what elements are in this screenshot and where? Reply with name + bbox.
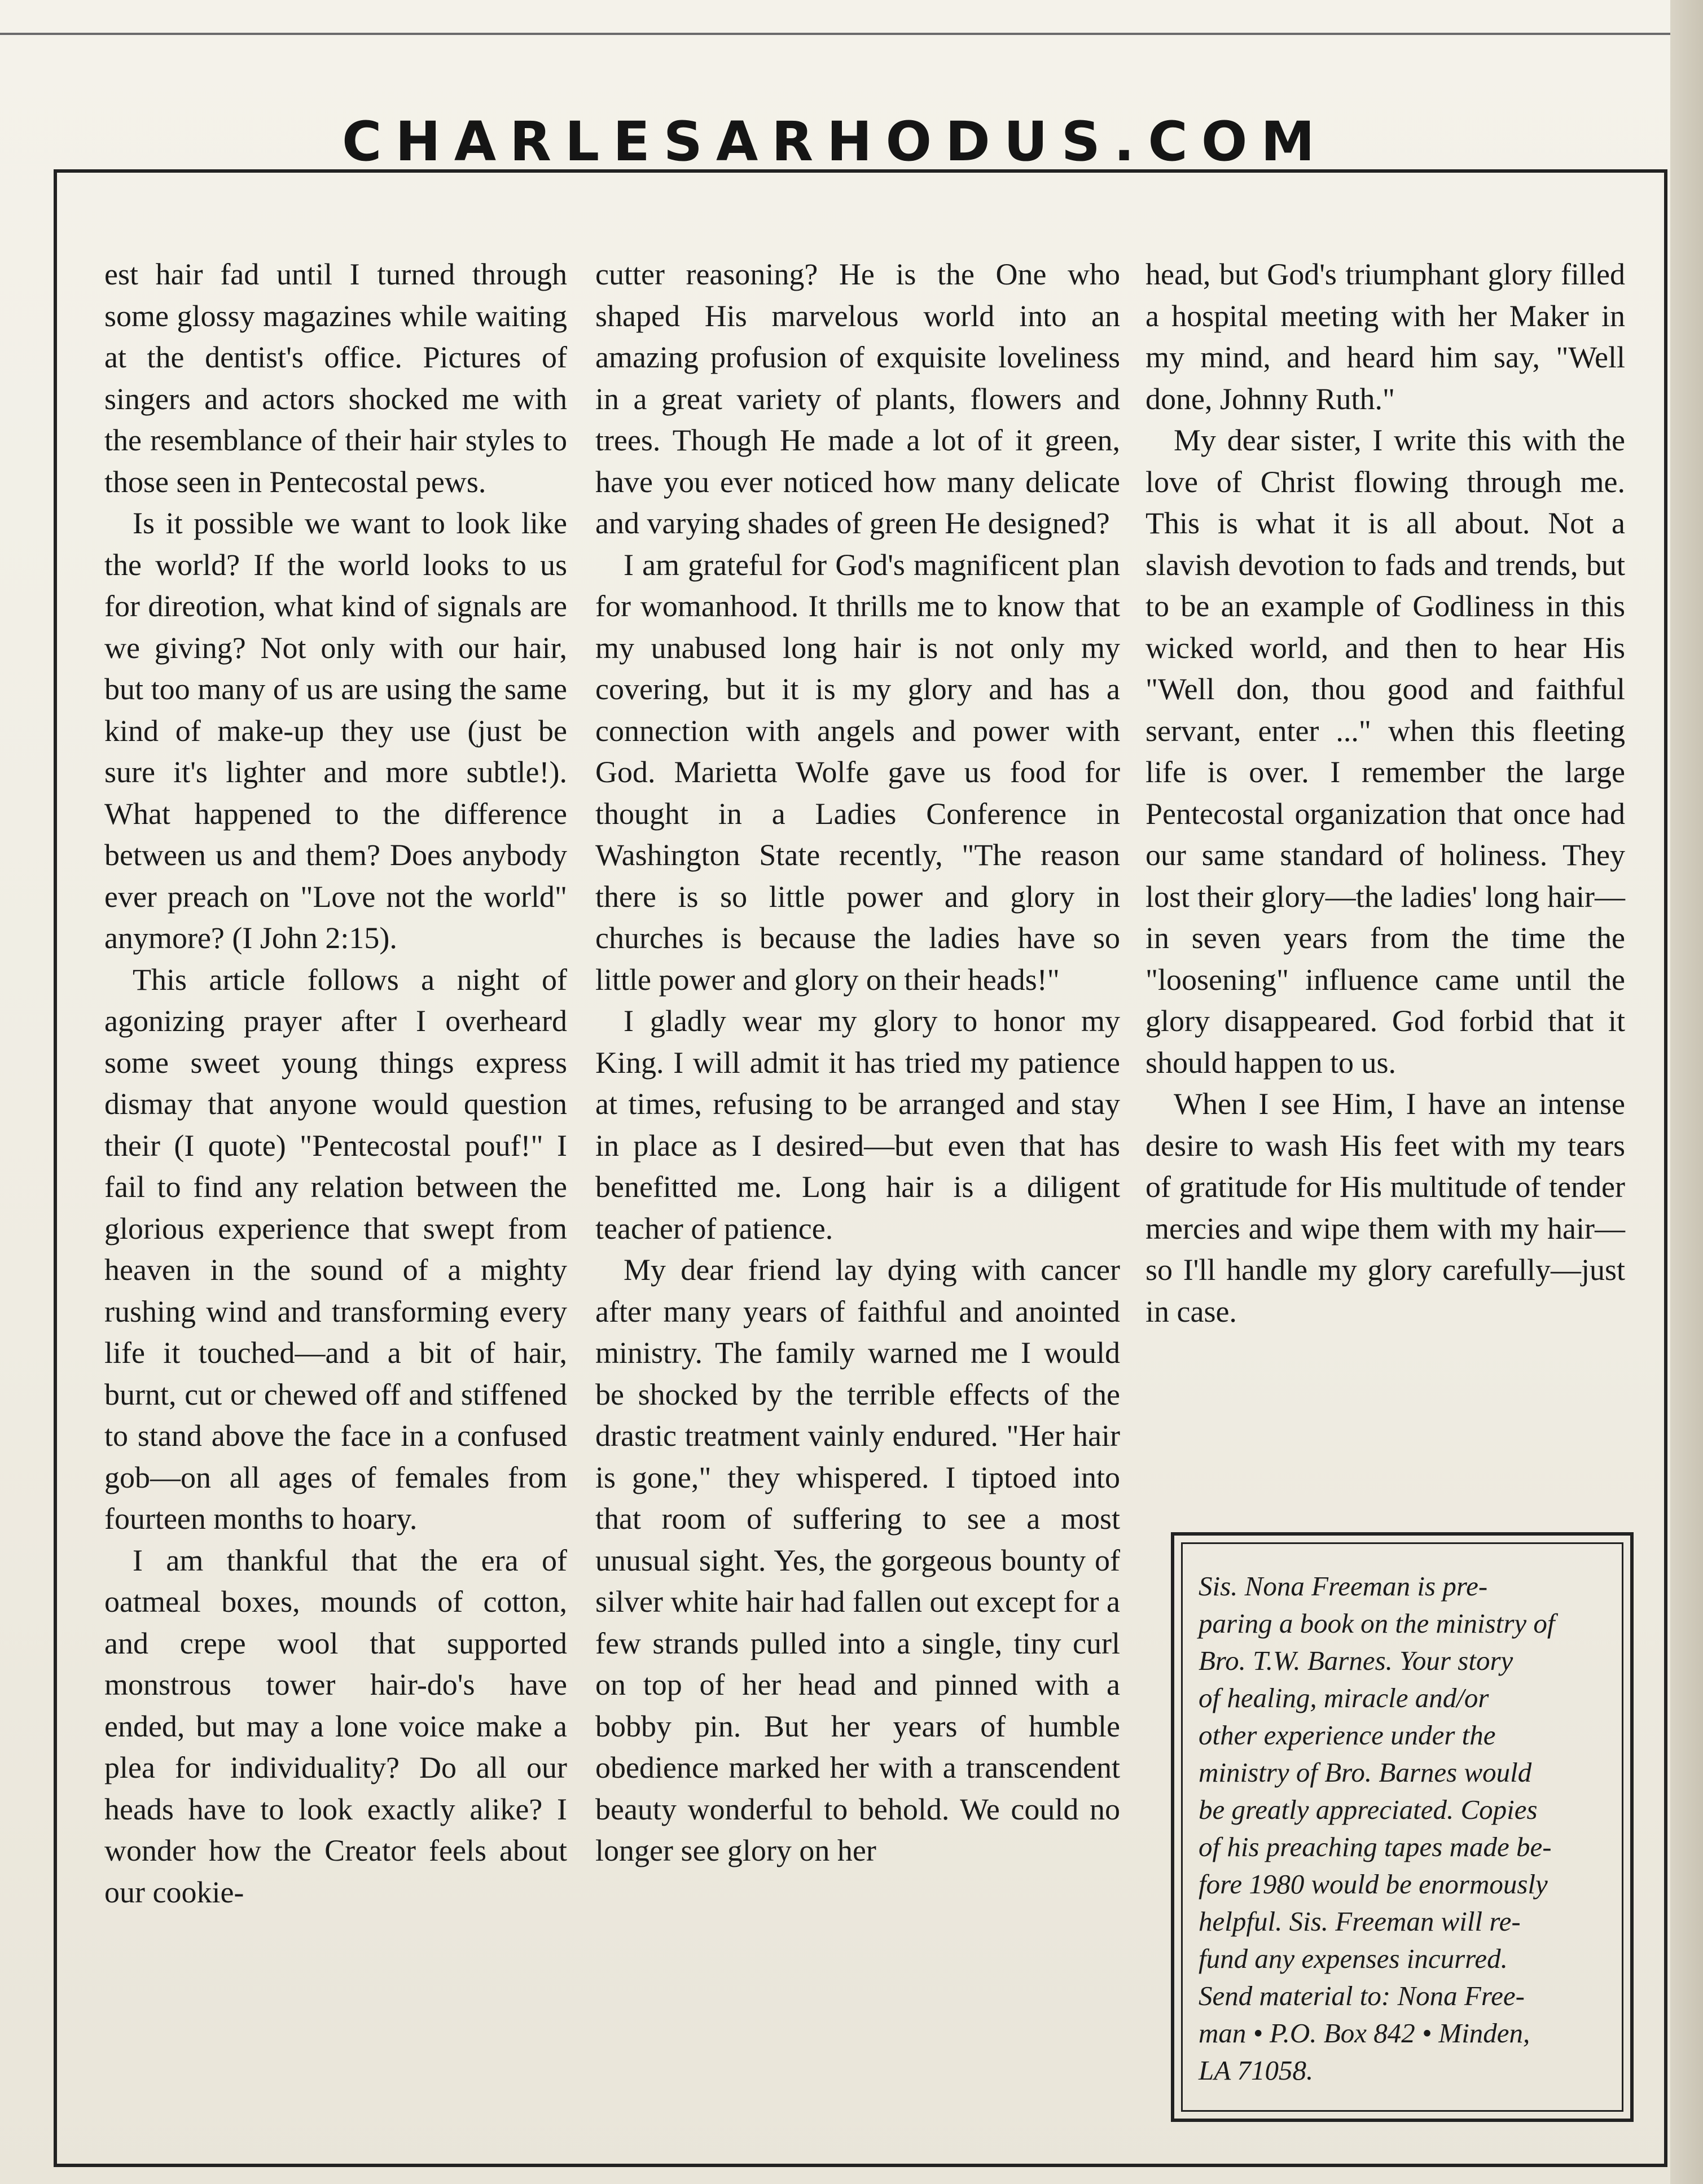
notice-line: other experience under the (1199, 1720, 1496, 1751)
notice-line: be greatly appreciated. Copies (1199, 1794, 1538, 1825)
notice-line: helpful. Sis. Freeman will re- (1199, 1906, 1521, 1937)
notice-line: paring a book on the ministry of (1199, 1608, 1555, 1639)
notice-line: of healing, miracle and/or (1199, 1682, 1489, 1713)
notice-line: Sis. Nona Freeman is pre- (1199, 1571, 1488, 1602)
paragraph: My dear friend lay dying with cancer after many years of faithful and anointed ministry. The family warned me I would be shocked by the terrible effects of the drastic treatment vainly endured. "Her hair is gone," they whispered. I tiptoed into that room of suffering to see a most unusual sight. Yes, the gorgeous bounty of silver white hair had fallen out except for a few strands pulled into a single, tiny curl on top of her head and pinned with a bobby pin. But her years of humble obedience marked her with a transcendent beauty wonderful to behold. We could no longer see glory on her (595, 1253, 1120, 1867)
paragraph: I gladly wear my glory to honor my King. I will admit it has tried my patience at times, refusing to be arranged and stay in place as I desired—but even that has benefitted me. Long hair is a diligent teacher of patience. (595, 1004, 1120, 1246)
book-notice-box (1171, 1532, 1634, 2122)
paragraph: cutter reasoning? He is the One who shaped His marvelous world into an amazing profusion of exquisite loveliness in a great variety of plants, flowers and trees. Though He made a lot of it green, have you ever noticed how many delicate and varying shades of green He designed? (595, 257, 1120, 540)
site-header: CHARLESARHODUS.COM (342, 110, 1328, 173)
article-column-3 (1145, 254, 1625, 1332)
top-rule (0, 33, 1670, 35)
paragraph: My dear sister, I write this with the love of Christ flowing through me. This is what it is all about. Not a slavish devotion to fads and trends, but to be an example of Godliness in this wicked world, and then to hear His "Well don, thou good and faithful servant, enter ..." when this fleeting life is over. I remember the large Pentecostal organization that once had our same standard of holiness. They lost their glory—the ladies' long hair—in seven years from the time the "loosening" influence came until the glory disappeared. God forbid that it should happen to us. (1145, 423, 1625, 1080)
notice-line: of his preaching tapes made be- (1199, 1831, 1552, 1862)
paragraph: Is it possible we want to look like the world? If the world looks to us for direotion, what kind of signals are we giving? Not only with our hair, but too many of us are using the same kind of make-up they use (just be sure it's lighter and more subtle!). What happened to the difference between us and them? Does anybody ever preach on "Love not the world" anymore? (I John 2:15). (104, 506, 567, 955)
paragraph: This article follows a night of agonizing prayer after I overheard some sweet young things express dismay that anyone would question their (I quote) "Pentecostal pouf!" I fail to find any relation between the glorious experience that swept from heaven in the sound of a mighty rushing wind and transforming every life it touched—and a bit of hair, burnt, cut or chewed off and stiffened to stand above the face in a confused gob—on all ages of females from fourteen months to hoary. (104, 962, 567, 1536)
article-column-1 (104, 254, 567, 1913)
paragraph: When I see Him, I have an intense desire to wash His feet with my tears of gratitude for His multitude of tender mercies and wipe them with my hair—so I'll handle my glory carefully—just in case. (1145, 1087, 1625, 1328)
paragraph: I am grateful for God's magnificent plan for womanhood. It thrills me to know that my unabused long hair is not only my covering, but it is my glory and has a connection with angels and power with God. Marietta Wolfe gave us food for thought in a Ladies Conference in Washington State recently, "The reason there is so little power and glory in churches is because the ladies have so little power and glory on their heads!" (595, 547, 1120, 997)
page-edge-shadow (1670, 0, 1703, 2184)
notice-line: man • P.O. Box 842 • Minden, (1199, 2018, 1530, 2049)
article-column-2 (595, 254, 1120, 1872)
notice-line: Bro. T.W. Barnes. Your story (1199, 1645, 1513, 1676)
book-notice-text (1181, 1542, 1623, 2112)
paragraph: head, but God's triumphant glory filled a hospital meeting with her Maker in my mind, and heard him say, "Well done, Johnny Ruth." (1145, 257, 1625, 416)
notice-line: fund any expenses incurred. (1199, 1943, 1508, 1974)
paragraph: I am thankful that the era of oatmeal boxes, mounds of cotton, and crepe wool that supported monstrous tower hair-do's have ended, but may a lone voice make a plea for individuality? Do all our heads have to look exactly alike? I wonder how the Creator feels about our cookie- (104, 1543, 567, 1909)
notice-line: Send material to: Nona Free- (1199, 1980, 1525, 2011)
paragraph: est hair fad until I turned through some glossy magazines while waiting at the dentist's office. Pictures of singers and actors shocked me with the resemblance of their hair styles to those seen in Pentecostal pews. (104, 257, 567, 499)
notice-line: ministry of Bro. Barnes would (1199, 1757, 1532, 1788)
notice-line: fore 1980 would be enormously (1199, 1869, 1548, 1900)
notice-line: LA 71058. (1199, 2055, 1314, 2086)
